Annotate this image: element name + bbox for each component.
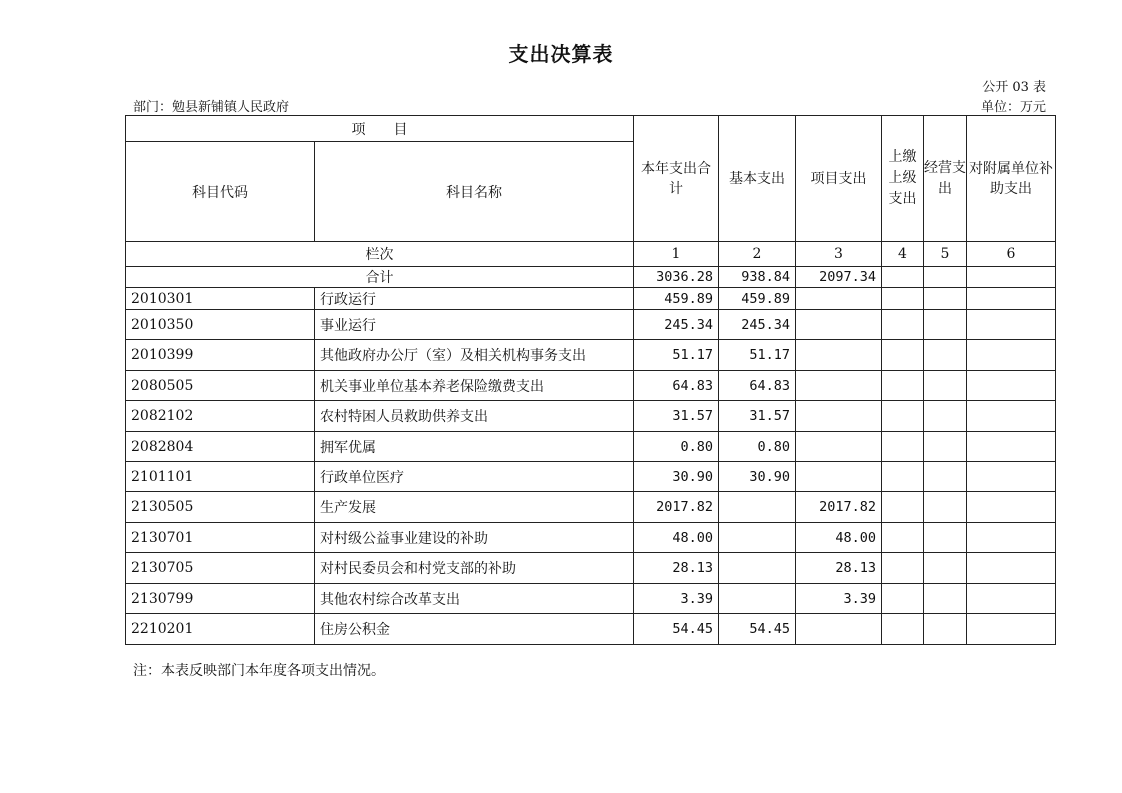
cell-total: 31.57	[634, 401, 719, 432]
table-row	[126, 432, 1056, 462]
cell-subsidiary	[967, 584, 1056, 614]
cell-subsidiary	[967, 401, 1056, 432]
cell-upper	[882, 492, 924, 523]
cell-code: 2082804	[126, 432, 315, 462]
cell-total: 0.80	[634, 432, 719, 462]
cell-basic: 30.90	[719, 462, 796, 492]
cell-code: 2210201	[126, 614, 315, 645]
cell-project: 48.00	[796, 523, 882, 553]
cell-business	[924, 310, 967, 340]
cell-project: 3.39	[796, 584, 882, 614]
total-label: 合计	[126, 267, 634, 288]
cell-basic: 0.80	[719, 432, 796, 462]
cell-subsidiary	[967, 310, 1056, 340]
unit-label: 单位：万元	[980, 100, 1046, 115]
total-project: 2097.34	[796, 267, 882, 288]
total-row	[126, 267, 1056, 288]
cell-code: 2101101	[126, 462, 315, 492]
header-subsidiary: 对附属单位补助支出	[967, 116, 1056, 242]
cell-business	[924, 584, 967, 614]
table-row	[126, 340, 1056, 371]
cell-basic: 459.89	[719, 288, 796, 310]
cell-code: 2082102	[126, 401, 315, 432]
cell-business	[924, 371, 967, 401]
cell-subsidiary	[967, 614, 1056, 645]
cell-name: 行政运行	[315, 288, 634, 310]
cell-project	[796, 340, 882, 371]
table-row	[126, 288, 1056, 310]
cell-business	[924, 401, 967, 432]
table-row	[126, 462, 1056, 492]
cell-basic: 51.17	[719, 340, 796, 371]
cell-upper	[882, 371, 924, 401]
cell-name: 对村民委员会和村党支部的补助	[315, 553, 634, 584]
header-basic: 基本支出	[719, 116, 796, 242]
header-project: 项 目	[126, 116, 634, 142]
cell-upper	[882, 462, 924, 492]
table-row	[126, 401, 1056, 432]
cell-business	[924, 462, 967, 492]
department-label: 部门：勉县新铺镇人民政府	[133, 100, 290, 115]
cell-project	[796, 401, 882, 432]
cell-subsidiary	[967, 492, 1056, 523]
column-number: 1	[634, 242, 719, 267]
cell-project	[796, 614, 882, 645]
table-row	[126, 584, 1056, 614]
cell-code: 2130705	[126, 553, 315, 584]
cell-upper	[882, 584, 924, 614]
total-subsidiary	[967, 267, 1056, 288]
column-number: 2	[719, 242, 796, 267]
total-basic: 938.84	[719, 267, 796, 288]
cell-total: 30.90	[634, 462, 719, 492]
cell-project	[796, 310, 882, 340]
total-business	[924, 267, 967, 288]
cell-basic	[719, 553, 796, 584]
footnote: 注：本表反映部门本年度各项支出情况。	[133, 663, 385, 679]
cell-project	[796, 371, 882, 401]
cell-total: 48.00	[634, 523, 719, 553]
cell-code: 2080505	[126, 371, 315, 401]
cell-code: 2130799	[126, 584, 315, 614]
cell-business	[924, 432, 967, 462]
column-number: 4	[882, 242, 924, 267]
cell-name: 其他政府办公厅（室）及相关机构事务支出	[315, 340, 634, 371]
cell-subsidiary	[967, 553, 1056, 584]
total-upper	[882, 267, 924, 288]
table-code: 公开 03 表	[982, 80, 1046, 95]
cell-name: 对村级公益事业建设的补助	[315, 523, 634, 553]
header-subject-name: 科目名称	[315, 142, 634, 242]
cell-name: 事业运行	[315, 310, 634, 340]
cell-project: 28.13	[796, 553, 882, 584]
column-number: 6	[967, 242, 1056, 267]
cell-total: 54.45	[634, 614, 719, 645]
cell-upper	[882, 288, 924, 310]
cell-total: 28.13	[634, 553, 719, 584]
cell-project	[796, 288, 882, 310]
cell-upper	[882, 553, 924, 584]
cell-subsidiary	[967, 340, 1056, 371]
cell-upper	[882, 310, 924, 340]
header-upper-level: 上缴上级支出	[882, 116, 924, 242]
expenditure-table	[125, 115, 1056, 645]
cell-code: 2010399	[126, 340, 315, 371]
header-total: 本年支出合计	[634, 116, 719, 242]
cell-business	[924, 553, 967, 584]
cell-subsidiary	[967, 523, 1056, 553]
cell-business	[924, 523, 967, 553]
cell-upper	[882, 523, 924, 553]
cell-total: 245.34	[634, 310, 719, 340]
cell-upper	[882, 432, 924, 462]
cell-name: 其他农村综合改革支出	[315, 584, 634, 614]
cell-total: 51.17	[634, 340, 719, 371]
table-row	[126, 523, 1056, 553]
cell-business	[924, 288, 967, 310]
cell-upper	[882, 614, 924, 645]
column-number: 3	[796, 242, 882, 267]
cell-code: 2010301	[126, 288, 315, 310]
cell-basic: 54.45	[719, 614, 796, 645]
cell-total: 459.89	[634, 288, 719, 310]
cell-name: 行政单位医疗	[315, 462, 634, 492]
cell-name: 农村特困人员救助供养支出	[315, 401, 634, 432]
cell-name: 生产发展	[315, 492, 634, 523]
header-subject-code: 科目代码	[126, 142, 315, 242]
cell-name: 住房公积金	[315, 614, 634, 645]
cell-code: 2130701	[126, 523, 315, 553]
cell-basic: 64.83	[719, 371, 796, 401]
cell-basic	[719, 523, 796, 553]
cell-business	[924, 492, 967, 523]
cell-upper	[882, 340, 924, 371]
column-number-label: 栏次	[126, 242, 634, 267]
cell-total: 2017.82	[634, 492, 719, 523]
page-title: 支出决算表	[508, 42, 614, 66]
cell-code: 2010350	[126, 310, 315, 340]
cell-subsidiary	[967, 288, 1056, 310]
cell-total: 64.83	[634, 371, 719, 401]
table-row	[126, 310, 1056, 340]
cell-basic	[719, 584, 796, 614]
cell-upper	[882, 401, 924, 432]
cell-total: 3.39	[634, 584, 719, 614]
cell-project: 2017.82	[796, 492, 882, 523]
table-row	[126, 371, 1056, 401]
total-total: 3036.28	[634, 267, 719, 288]
cell-subsidiary	[967, 462, 1056, 492]
cell-basic: 245.34	[719, 310, 796, 340]
cell-basic: 31.57	[719, 401, 796, 432]
table-row	[126, 553, 1056, 584]
table-row	[126, 492, 1056, 523]
column-number: 5	[924, 242, 967, 267]
cell-subsidiary	[967, 371, 1056, 401]
table-row	[126, 614, 1056, 645]
cell-business	[924, 614, 967, 645]
cell-subsidiary	[967, 432, 1056, 462]
cell-business	[924, 340, 967, 371]
cell-project	[796, 432, 882, 462]
cell-name: 机关事业单位基本养老保险缴费支出	[315, 371, 634, 401]
cell-name: 拥军优属	[315, 432, 634, 462]
header-project-expenditure: 项目支出	[796, 116, 882, 242]
cell-code: 2130505	[126, 492, 315, 523]
header-business: 经营支出	[924, 116, 967, 242]
cell-basic	[719, 492, 796, 523]
cell-project	[796, 462, 882, 492]
